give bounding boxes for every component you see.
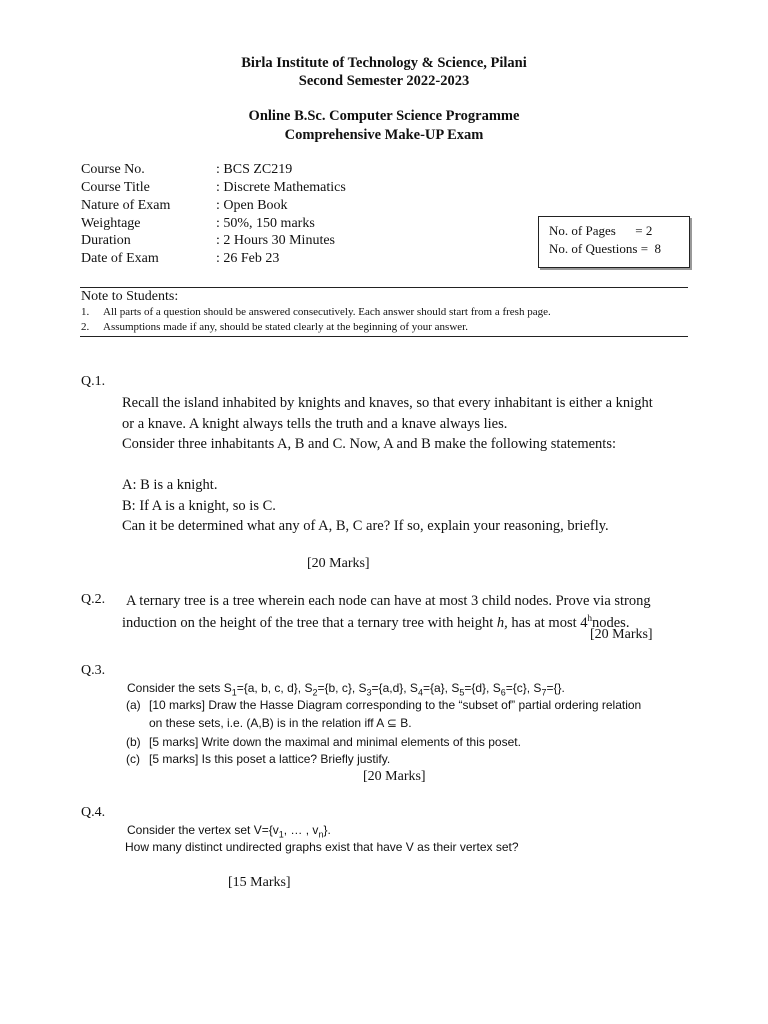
question-number: Q.3. xyxy=(81,663,106,678)
detail-value: : BCS ZC219 xyxy=(216,162,293,177)
q4-marks: [15 Marks] xyxy=(228,875,291,890)
detail-label: Duration xyxy=(81,233,131,248)
note-title: Note to Students: xyxy=(81,289,179,304)
q3-part-b: [5 marks] Write down the maximal and minimal elements of this poset. xyxy=(149,735,521,749)
question-number: Q.1. xyxy=(81,374,106,389)
subscript: 1 xyxy=(231,687,237,698)
subscript: 7 xyxy=(541,687,547,698)
programme-name: Online B.Sc. Computer Science Programme xyxy=(248,108,520,124)
subscript: 1 xyxy=(278,829,284,840)
q3-text: ={b, c}, S xyxy=(317,681,367,695)
divider xyxy=(80,336,688,337)
subscript: 4 xyxy=(417,687,423,698)
q3-part-a: on these sets, i.e. (A,B) is in the relation iff A ⊆ B. xyxy=(149,716,412,730)
questions-count: No. of Questions = 8 xyxy=(549,241,662,256)
q2-text: induction on the height of the tree that a ternary tree with height xyxy=(122,614,497,631)
detail-label: Nature of Exam xyxy=(81,198,171,213)
q1-line: A: B is a knight. xyxy=(122,477,218,493)
q3-text: ={a,d}, S xyxy=(371,681,418,695)
q2-marks: [20 Marks] xyxy=(590,627,653,642)
question-number: Q.2. xyxy=(81,592,106,607)
q3-marks: [20 Marks] xyxy=(363,769,426,784)
detail-value: : 2 Hours 30 Minutes xyxy=(216,233,335,248)
q4-line: How many distinct undirected graphs exist that have V as their vertex set? xyxy=(125,840,519,854)
detail-label: Course No. xyxy=(81,162,145,177)
q3-text: ={c}, S xyxy=(505,681,542,695)
subscript: 2 xyxy=(312,687,318,698)
q2-line: A ternary tree is a tree wherein each node can have at most 3 child nodes. Prove via strong xyxy=(126,593,651,609)
q3-part-a: [10 marks] Draw the Hasse Diagram corresponding to the “subset of” partial ordering relation xyxy=(149,698,642,712)
q3-part-label: (c) xyxy=(126,752,140,766)
institute-name: Birla Institute of Technology & Science, Pilani xyxy=(241,55,527,71)
q3-part-label: (a) xyxy=(126,698,141,712)
semester: Second Semester 2022-2023 xyxy=(298,73,470,89)
q4-text: }. xyxy=(323,823,331,837)
question-number: Q.4. xyxy=(81,805,106,820)
q3-text: ={}. xyxy=(546,681,565,695)
note-item xyxy=(81,306,551,318)
note-item xyxy=(81,321,468,333)
q1-line: B: If A is a knight, so is C. xyxy=(122,497,276,514)
detail-label: Weightage xyxy=(81,216,141,231)
detail-label: Course Title xyxy=(81,180,150,195)
question-2-text xyxy=(122,608,629,633)
subscript: 3 xyxy=(366,687,372,698)
q1-line: Recall the island inhabited by knights and knaves, so that every inhabitant is either a knight xyxy=(122,395,653,411)
q2-text: has at most 4 xyxy=(507,614,588,631)
subscript: n xyxy=(318,829,324,840)
detail-value: : Open Book xyxy=(216,198,288,213)
note-text: Assumptions made if any, should be stated clearly at the beginning of your answer. xyxy=(103,321,468,333)
q3-sets xyxy=(127,681,565,697)
detail-value: : Discrete Mathematics xyxy=(216,180,346,195)
q1-marks: [20 Marks] xyxy=(307,556,370,571)
q3-part-c: [5 marks] Is this poset a lattice? Briefly justify. xyxy=(149,752,391,766)
q3-text: ={a}, S xyxy=(422,681,460,695)
note-number: 1. xyxy=(81,306,90,318)
q3-part-label: (b) xyxy=(126,735,141,749)
q1-line: Can it be determined what any of A, B, C are? If so, explain your reasoning, briefly. xyxy=(122,518,609,534)
q4-text: Consider the vertex set V={v xyxy=(127,823,279,837)
detail-label: Date of Exam xyxy=(81,251,159,266)
divider xyxy=(80,287,688,288)
q3-text: Consider the sets S xyxy=(127,681,232,695)
q2-superscript: h xyxy=(587,613,592,623)
note-number: 2. xyxy=(81,321,90,333)
question-1-text xyxy=(122,393,692,537)
subscript: 5 xyxy=(459,687,465,698)
note-text: All parts of a question should be answered consecutively. Each answer should start from a fresh page. xyxy=(103,306,551,318)
q3-text: ={a, b, c, d}, S xyxy=(236,681,313,695)
q1-line: Consider three inhabitants A, B and C. Now, A and B make the following statements: xyxy=(122,436,617,452)
detail-value: : 50%, 150 marks xyxy=(216,216,315,231)
subscript: 6 xyxy=(500,687,506,698)
pages-count: No. of Pages = 2 xyxy=(549,223,653,238)
pages-info-box xyxy=(538,216,690,268)
exam-name: Comprehensive Make-UP Exam xyxy=(284,127,484,143)
q2-variable: h, xyxy=(496,614,508,631)
q4-text: , … , v xyxy=(283,823,319,837)
q3-text: ={d}, S xyxy=(464,681,501,695)
q2-text: nodes. xyxy=(592,614,630,631)
detail-value: : 26 Feb 23 xyxy=(216,251,280,266)
q4-line xyxy=(127,823,331,839)
q1-line: or a knave. A knight always tells the truth and a knave always lies. xyxy=(122,415,508,432)
